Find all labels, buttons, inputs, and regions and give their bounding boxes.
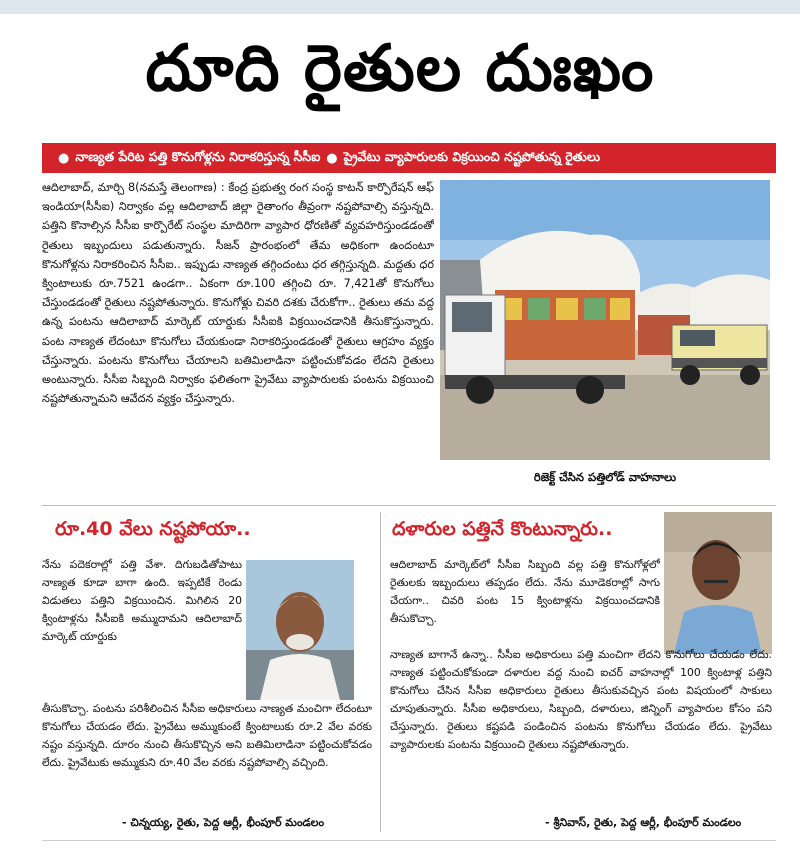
story2-text-bottom: నాణ్యత బాగానే ఉన్నా.. సీసీఐ అధికారులు పత్తి మంచిగా లేదని కొనుగోలు చేయడం లేదు. నాణ్యత పట్టించుకోకుండా దళారుల వద్ద నుంచి ఐచర్ వాహనాల్లో 100 క్వింటాళ్ల పత్తిని కొనుగోలు చేసిన సీసీఐ అధికారులు రైతులు తీసుకువచ్చిన పంట విషయంలో సాకులు చూపుతున్నారు. సీసీఐ అధికారులు, సిబ్బంది, దళారులు, జిన్నింగ్ వ్యాపారుల కోసం పని చేస్తున్నారు. రైతులు కష్టపడి పండించిన పంటను కొనుగోలు చేయడం లేదు. ప్రైవేటు వ్యాపారులకు పంటను విక్రయించి రైతులు నష్టపోతున్నారు. xyxy=(390,648,772,751)
subheading-1: నాణ్యత పేరిట పత్తి కొనుగోళ్లను నిరాకరిస్తున్న సీసీఐ xyxy=(75,148,321,164)
headline: దూది రైతుల దుఃఖం xyxy=(145,32,655,106)
subheading-bar xyxy=(42,143,776,173)
story1-text-bottom: తీసుకొచ్చా. పంటను పరిశీలించిన సీసీఐ అధికారులు నాణ్యత మంచిగా లేదంటూ కొనుగోలు చేయడం లేదు. ప్రైవేటు అమ్ముకుంటే క్వింటాలుకు రూ.2 వేల వరకు నష్టం వస్తున్నది. దూరం నుంచి తీసుకొచ్చిన అని బతిమిలాడినా పట్టించుకోవడం లేదు. ప్రైవేటుకు అమ్ముకుని రూ.40 వేల వరకు నష్టపోవాల్సి వచ్చింది. xyxy=(42,702,372,769)
story1-text-top: నేను పదెకరాల్లో పత్తి వేశా. దిగుబడితోపాటు నాణ్యత కూడా బాగా ఉంది. ఇప్పటికే రెండు విడుతలు పత్తిని విక్రయించిన. మిగిలిన 20 క్వింటాళ్లను సీసీఐకి అమ్ముదామని ఆదిలాబాద్ మార్కెట్ యార్డుకు xyxy=(42,558,242,643)
bullet-icon: ● xyxy=(58,150,70,166)
bullet-icon: ● xyxy=(326,150,338,166)
cotton-trucks-photo xyxy=(440,180,770,460)
story2-signature: - శ్రీనివాస్, రైతు, పెద్ద ఆర్లీ, భీంపూర్ మండలం xyxy=(545,816,742,829)
photo-caption: రిజెక్ట్ చేసిన పత్తిలోడ్ వాహనాలు xyxy=(533,470,677,484)
farmer1-photo xyxy=(246,560,354,700)
main-article-text: ఆదిలాబాద్, మార్చి 8(నమస్తే తెలంగాణ) : కేంద్ర ప్రభుత్వ రంగ సంస్థ కాటన్ కార్పొరేషన్ ఆఫ్ ఇండియా(సీసీఐ) నిర్వాకం వల్ల ఆదిలాబాద్ జిల్లా రైతాంగం తీవ్రంగా నష్టపోవాల్సి వస్తున్నది. పత్తిని కొనాల్సిన సీసీఐ కార్పొరేట్ సంస్థల మాదిరిగా వ్యాపార ధోరణితో వ్యవహరిస్తుండడంతో రైతులు ఇబ్బందులు పడుతున్నారు. సీజన్ ప్రారంభంలో తేమ అధికంగా ఉందంటూ కొనుగోళ్లను నిరాకరించిన సీసీఐ.. ఇప్పుడు నాణ్యత తగ్గిందంటు ధర తగ్గిస్తున్నది. మద్దతు ధర క్వింటాలుకు రూ.7521 ఉండగా.. ఏకంగా రూ.100 తగ్గించి రూ. 7,421తో కొనుగోలు చేస్తుండడంతో రైతులు నష్టపోతున్నారు. కొనుగోళ్లు చివరి దశకు చేరుకోగా.. రైతులు తమ వద్ద ఉన్న పంటను ఆదిలాబాద్ మార్కెట్ యార్డుకు సీసీఐకి విక్రయించడానికి తీసుకొస్తున్నారు. పంట నాణ్యత లేదంటూ కొనుగోలు చేయకుండా నిరాకరిస్తుండడంతో రైతులు ఆగ్రహం వ్యక్తం చేస్తున్నారు. పంటను కొనుగోలు చేయాలని బతిమిలాడినా పట్టించుకోవడం లేదని రైతులు అంటున్నారు. సీసీఐ సిబ్బంది నిర్వాకం ఫలితంగా ప్రైవేటు వ్యాపారులకు పంటను విక్రయించి నష్టపోతున్నామని ఆవేదన వ్యక్తం చేస్తున్నారు. xyxy=(42,181,434,406)
column-divider xyxy=(380,512,381,832)
bottom-rule xyxy=(42,840,776,841)
farmer2-photo xyxy=(664,512,772,654)
section-divider xyxy=(42,505,776,506)
story1-signature: - చిన్నయ్య, రైతు, పెద్ద ఆర్లీ, భీంపూర్ మండలం xyxy=(122,816,325,829)
story2-text-top: ఆదిలాబాద్ మార్కెట్‌లో సీసీఐ సిబ్బంది వల్ల పత్తి కొనుగోళ్లలో రైతులకు ఇబ్బందులు తప్పడం లేదు. నేను మూడెకరాల్లో సాగు చేయగా.. చివరి పంట 15 క్వింటాళ్లను విక్రయించడానికి తీసుకొచ్చా. xyxy=(390,558,660,625)
story2-heading: దళారుల పత్తినే కొంటున్నారు.. xyxy=(392,518,613,540)
top-decor-band xyxy=(0,0,800,14)
subheading-2: ప్రైవేటు వ్యాపారులకు విక్రయించి నష్టపోతున్న రైతులు xyxy=(343,148,601,164)
story1-heading: రూ.40 వేలు నష్టపోయా.. xyxy=(55,518,251,540)
